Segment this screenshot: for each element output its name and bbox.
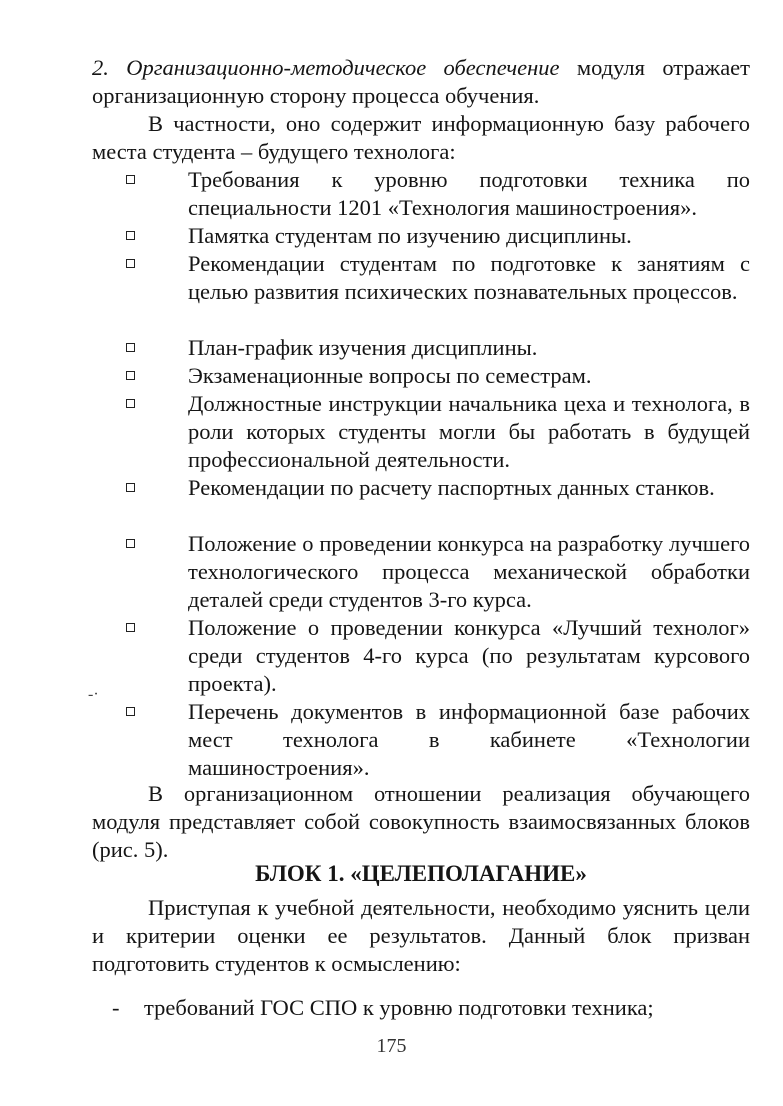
checkbox-bullet-icon bbox=[126, 539, 135, 548]
list-item-text: Рекомендации по расчету паспортных данных станков. bbox=[188, 475, 715, 500]
emphasis-term: Организационно-методическое обеспечение bbox=[126, 55, 560, 80]
dash-bullet: - bbox=[112, 995, 120, 1020]
checkbox-bullet-icon bbox=[126, 343, 135, 352]
checkbox-bullet-icon bbox=[126, 623, 135, 632]
checkbox-bullet-icon bbox=[126, 371, 135, 380]
paragraph-goal-setting: Приступая к учебной деятельности, необходимо уяснить цели и критерии оценки ее результатов. Данный блок призван подготовить студентов к осмыслению: bbox=[92, 895, 750, 976]
checkbox-bullet-icon bbox=[126, 399, 135, 408]
checkbox-bullet-icon bbox=[126, 259, 135, 268]
list-item-text: Экзаменационные вопросы по семестрам. bbox=[188, 363, 592, 388]
list-item-text: Должностные инструкции начальника цеха и технолога, в роли которых студенты могли бы работать в будущей профессиональной деятельности. bbox=[188, 391, 750, 472]
paragraph-number: 2. bbox=[92, 55, 109, 80]
list-item-text: Рекомендации студентам по подготовке к занятиям с целью развития психических познавательных процессов. bbox=[188, 251, 750, 304]
paragraph-information-base: В частности, оно содержит информационную базу рабочего места студента – будущего технолога: bbox=[92, 111, 750, 164]
list-item-text: Требования к уровню подготовки техника по специальности 1201 «Технология машиностроения». bbox=[188, 167, 750, 220]
paragraph-text: модуля отражает организационную сторону процесса обучения. bbox=[92, 55, 750, 108]
list-item-text: План-график изучения дисциплины. bbox=[188, 335, 538, 360]
page-number: 175 bbox=[376, 1035, 407, 1057]
checkbox-bullet-icon bbox=[126, 483, 135, 492]
list-item-text: Положение о проведении конкурса «Лучший технолог» среди студентов 4-го курса (по результатам курсового проекта). bbox=[188, 615, 750, 696]
paragraph-organizational-aspect: В организационном отношении реализация обучающего модуля представляет собой совокупность взаимосвязанных блоков (рис. 5). bbox=[92, 781, 750, 862]
checkbox-bullet-icon bbox=[126, 175, 135, 184]
dash-list-item-text: требований ГОС СПО к уровню подготовки техника; bbox=[144, 995, 654, 1020]
section-heading: БЛОК 1. «ЦЕЛЕПОЛАГАНИЕ» bbox=[255, 861, 587, 886]
paragraph-organizational-support bbox=[92, 54, 750, 110]
list-item-text: Перечень документов в информационной базе рабочих мест технолога в кабинете «Технологии машиностроения». bbox=[188, 699, 750, 780]
checkbox-bullet-icon bbox=[126, 231, 135, 240]
list-item-text: Положение о проведении конкурса на разработку лучшего технологического процесса механической обработки деталей среди студентов 3-го курса. bbox=[188, 531, 750, 612]
stray-mark: -· bbox=[88, 686, 99, 703]
list-item-text: Памятка студентам по изучению дисциплины. bbox=[188, 223, 632, 248]
checkbox-bullet-icon bbox=[126, 707, 135, 716]
